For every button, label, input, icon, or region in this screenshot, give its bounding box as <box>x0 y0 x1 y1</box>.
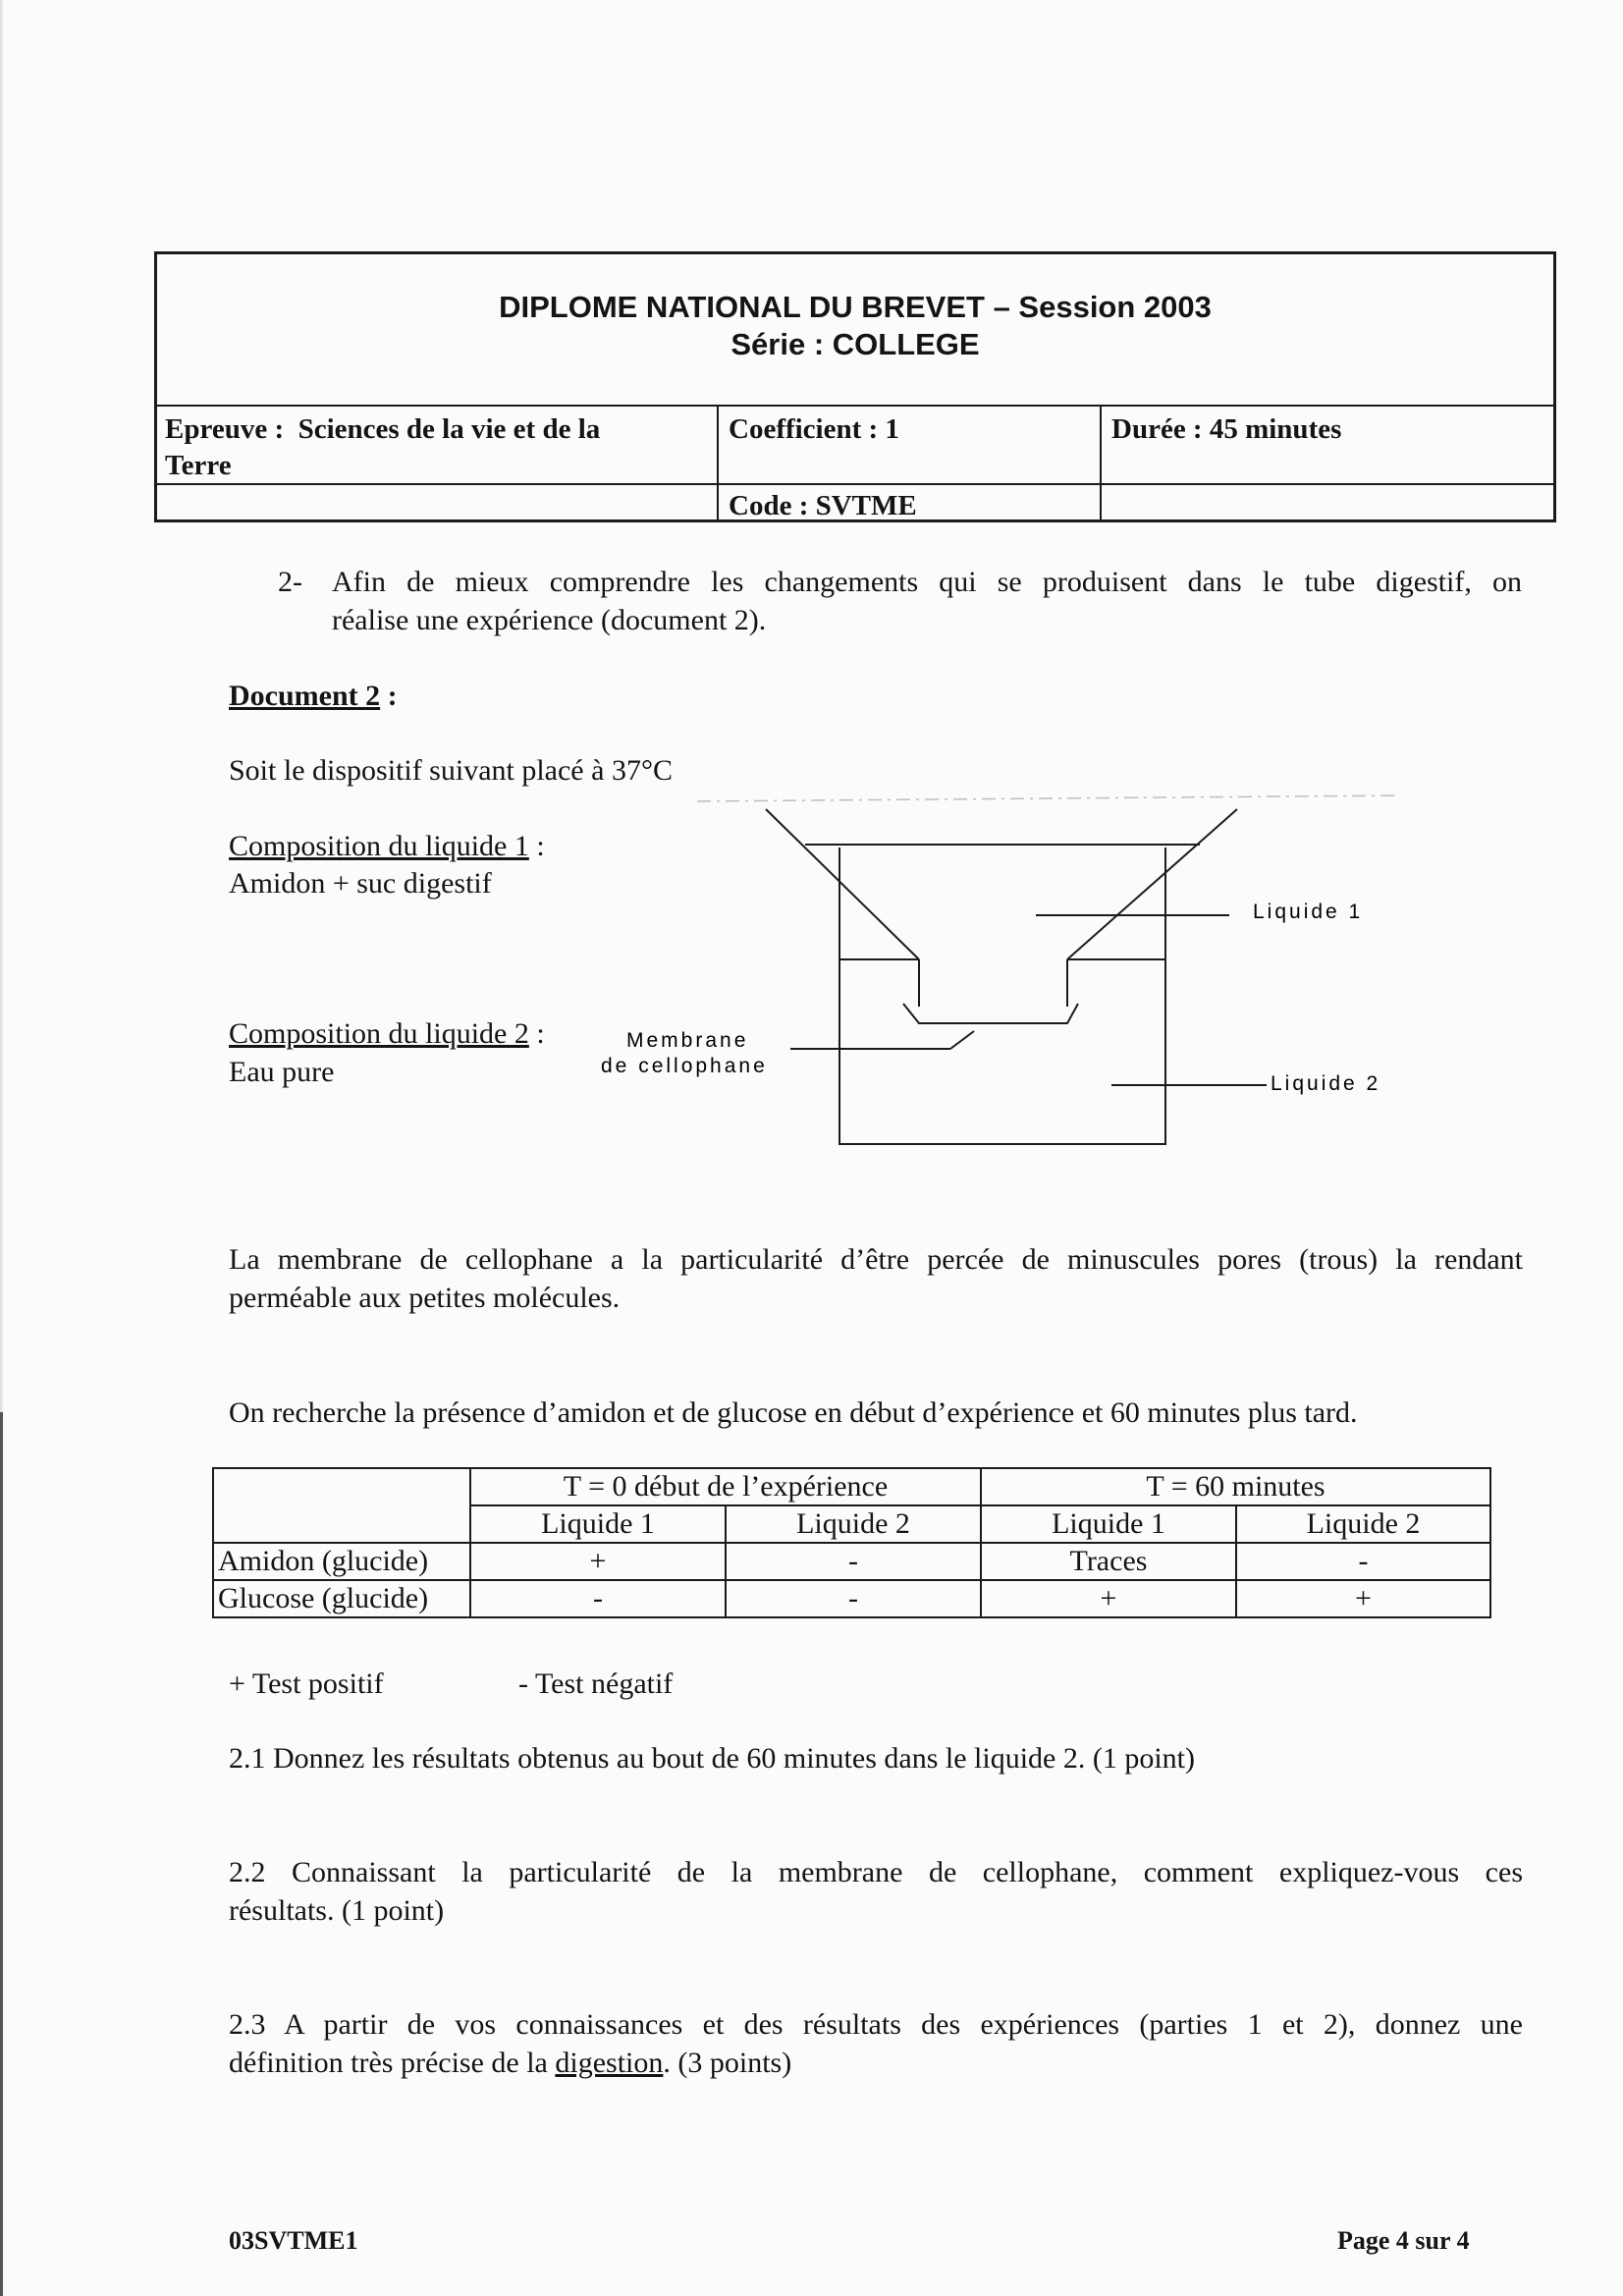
liquide1-heading-colon: : <box>528 830 545 862</box>
exam-title: DIPLOME NATIONAL DU BREVET – Session 2003 <box>499 290 1212 324</box>
question-2-1: 2.1 Donnez les résultats obtenus au bout de 60 minutes dans le liquide 2. (1 point) <box>229 1742 1195 1775</box>
table-corner-cell <box>213 1505 470 1543</box>
membrane-leader-tip <box>950 1031 974 1049</box>
question-2-3-line2 <box>229 2045 791 2082</box>
document-heading-label: Document 2 <box>229 680 381 712</box>
legend-positive: + Test positif <box>229 1667 384 1700</box>
document-heading-colon: : <box>380 680 398 712</box>
header-column-divider <box>717 405 719 522</box>
legend-negative: - Test négatif <box>518 1667 674 1700</box>
exam-header <box>154 251 1556 522</box>
beaker <box>839 847 1165 1144</box>
diagram-label-liquide2: Liquide 2 <box>1271 1072 1381 1095</box>
table-group-header-row <box>213 1468 1490 1505</box>
header-divider <box>157 405 1553 407</box>
results-table <box>212 1467 1491 1618</box>
diagram-label-liquide1: Liquide 1 <box>1253 901 1364 923</box>
membrane-text-line2: perméable aux petites molécules. <box>229 1282 621 1314</box>
liquide2-heading-label: Composition du liquide 2 <box>229 1017 529 1050</box>
table-subheader: Liquide 2 <box>1236 1505 1490 1543</box>
table-corner-cell <box>213 1468 470 1505</box>
funnel-wall-left <box>766 809 919 959</box>
table-cell: + <box>470 1543 726 1580</box>
coefficient-cell: Coefficient : 1 <box>729 413 899 445</box>
epreuve-cell <box>165 411 705 484</box>
exam-series: Série : COLLEGE <box>730 327 980 361</box>
code-cell: Code : SVTME <box>729 490 917 521</box>
membrane-text-line1: La membrane de cellophane a la particularité d’être percée de minuscules pores (trous) la rendant <box>229 1243 1523 1276</box>
table-cell: - <box>726 1580 981 1617</box>
funnel-wall-right <box>1067 809 1237 959</box>
liquide1-heading <box>229 828 545 865</box>
footer-page: Page 4 sur 4 <box>1337 2226 1470 2255</box>
question-2-3-text: définition très précise de la <box>229 2047 556 2079</box>
table-subheader-row <box>213 1505 1490 1543</box>
question-text-line1: Afin de mieux comprendre les changements qui se produisent dans le tube digestif, on <box>332 566 1522 598</box>
question-2-3-line1: 2.3 A partir de vos connaissances et des résultats des expériences (parties 1 et 2), donnez une <box>229 2008 1523 2041</box>
table-cell: Traces <box>981 1543 1236 1580</box>
table-group-t60: T = 60 minutes <box>981 1468 1490 1505</box>
experiment-diagram <box>589 786 1394 1159</box>
document-heading <box>229 678 398 715</box>
table-subheader: Liquide 2 <box>726 1505 981 1543</box>
table-row-label: Amidon (glucide) <box>213 1543 470 1580</box>
question-2-2-line2: résultats. (1 point) <box>229 1894 445 1927</box>
diagram-label-membrane-line2: de cellophane <box>601 1055 768 1077</box>
question-2-3-points: . (3 points) <box>663 2047 792 2079</box>
table-cell: + <box>1236 1580 1490 1617</box>
table-cell: - <box>726 1543 981 1580</box>
table-group-t0: T = 0 début de l’expérience <box>470 1468 981 1505</box>
duree-cell: Durée : 45 minutes <box>1111 413 1342 445</box>
epreuve-line1: Epreuve : Sciences de la vie et de la <box>165 413 601 445</box>
table-cell: + <box>981 1580 1236 1617</box>
liquide2-heading <box>229 1015 545 1053</box>
scan-artifact-line <box>697 795 1394 801</box>
table-subheader: Liquide 1 <box>981 1505 1236 1543</box>
liquide1-heading-label: Composition du liquide 1 <box>229 830 529 862</box>
liquide2-content: Eau pure <box>229 1056 335 1088</box>
search-text: On recherche la présence d’amidon et de glucose en début d’expérience et 60 minutes plus tard. <box>229 1396 1358 1429</box>
table-row <box>213 1543 1490 1580</box>
liquide1-content: Amidon + suc digestif <box>229 867 492 900</box>
question-number: 2- <box>278 566 302 598</box>
table-cell: - <box>1236 1543 1490 1580</box>
setup-text: Soit le dispositif suivant placé à 37°C <box>229 754 673 787</box>
footer-code: 03SVTME1 <box>229 2226 358 2255</box>
table-subheader: Liquide 1 <box>470 1505 726 1543</box>
keyword-digestion: digestion <box>555 2047 664 2079</box>
question-2-2-line1: 2.2 Connaissant la particularité de la membrane de cellophane, comment expliquez-vous ces <box>229 1856 1523 1888</box>
question-text-line2: réalise une expérience (document 2). <box>332 604 767 636</box>
scan-binding-edge <box>0 1412 3 2296</box>
diagram-label-membrane-line1: Membrane <box>626 1029 749 1052</box>
epreuve-line2: Terre <box>165 450 232 481</box>
cellophane-membrane <box>903 1004 1078 1023</box>
liquide2-heading-colon: : <box>528 1017 545 1050</box>
table-row-label: Glucose (glucide) <box>213 1580 470 1617</box>
header-column-divider <box>1100 405 1102 522</box>
table-row <box>213 1580 1490 1617</box>
table-cell: - <box>470 1580 726 1617</box>
